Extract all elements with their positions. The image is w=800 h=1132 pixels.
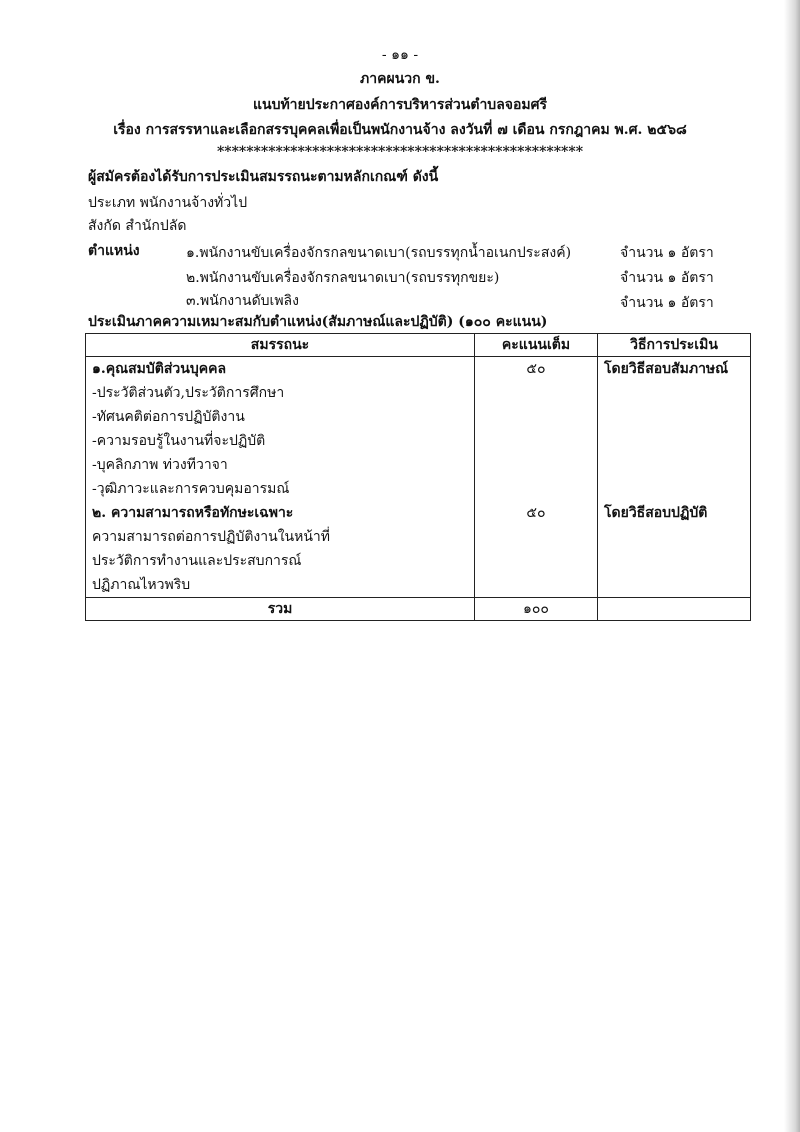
section2-method: โดยวิธีสอบปฏิบัติ	[604, 505, 708, 521]
table-header-row	[86, 334, 751, 357]
section1-title: ๑.คุณสมบัติส่วนบุคคล	[92, 361, 227, 377]
section1-item: -ทัศนคติต่อการปฏิบัติงาน	[92, 409, 245, 425]
intro-text: ผู้สมัครต้องได้รับการประเมินสมรรถนะตามหลักเกณฑ์ ดังนี้	[88, 169, 439, 185]
total-score: ๑๐๐	[475, 598, 598, 621]
appendix-title: ภาคผนวก ข.	[360, 71, 440, 87]
position-name: ๓.พนักงานดับเพลิง	[186, 293, 299, 309]
section2-score: ๕๐	[526, 505, 546, 521]
header-full-score: คะแนนเต็ม	[475, 334, 598, 357]
position-count: จำนวน ๑ อัตรา	[620, 270, 714, 286]
section1-method: โดยวิธีสอบสัมภาษณ์	[604, 361, 729, 377]
section2-item: ประวัติการทำงานและประสบการณ์	[92, 553, 302, 569]
position-count: จำนวน ๑ อัตรา	[620, 295, 714, 311]
competency-table	[85, 333, 751, 621]
table-row	[86, 357, 751, 598]
section1-item: -ความรอบรู้ในงานที่จะปฏิบัติ	[92, 433, 266, 449]
page-number: - ๑๑ -	[381, 47, 419, 63]
position-count: จำนวน ๑ อัตรา	[620, 245, 714, 261]
table-total-row	[86, 598, 751, 621]
employee-type: ประเภท พนักงานจ้างทั่วไป	[88, 195, 248, 211]
total-method-empty	[598, 598, 751, 621]
positions-label: ตำแหน่ง	[88, 243, 140, 259]
header-method: วิธีการประเมิน	[598, 334, 751, 357]
section1-item: -บุคลิกภาพ ท่วงทีวาจา	[92, 457, 228, 473]
department: สังกัด สำนักปลัด	[88, 218, 187, 234]
header-competency: สมรรถนะ	[86, 334, 475, 357]
position-name: ๒.พนักงานขับเครื่องจักรกลขนาดเบา(รถบรรทุกขยะ)	[186, 270, 500, 286]
section2-item: ปฏิภาณไหวพริบ	[92, 577, 191, 593]
separator-line: **************************************************	[216, 144, 584, 160]
attachment-line: แนบท้ายประกาศองค์การบริหารส่วนตำบลจอมศรี	[252, 97, 548, 113]
section1-item: -ประวัติส่วนตัว,ประวัติการศึกษา	[92, 385, 285, 401]
position-name: ๑.พนักงานขับเครื่องจักรกลขนาดเบา(รถบรรทุกน้ำอเนกประสงค์)	[186, 245, 572, 261]
competency-cell	[86, 357, 475, 598]
section2-title: ๒. ความสามารถหรือทักษะเฉพาะ	[92, 505, 294, 521]
method-cell	[598, 357, 751, 598]
assessment-title: ประเมินภาคความเหมาะสมกับตำแหน่ง(สัมภาษณ์และปฏิบัติ) (๑๐๐ คะแนน)	[88, 314, 548, 330]
subject-line: เรื่อง การสรรหาและเลือกสรรบุคคลเพื่อเป็นพนักงานจ้าง ลงวันที่ ๗ เดือน กรกฎาคม พ.ศ. ๒๕๖๘	[113, 122, 687, 138]
section2-item: ความสามารถต่อการปฏิบัติงานในหน้าที่	[92, 529, 330, 545]
section1-score: ๕๐	[526, 361, 546, 377]
section1-item: -วุฒิภาวะและการควบคุมอารมณ์	[92, 481, 290, 497]
score-cell	[475, 357, 598, 598]
scan-edge-shadow	[784, 0, 800, 1132]
total-label: รวม	[86, 598, 475, 621]
